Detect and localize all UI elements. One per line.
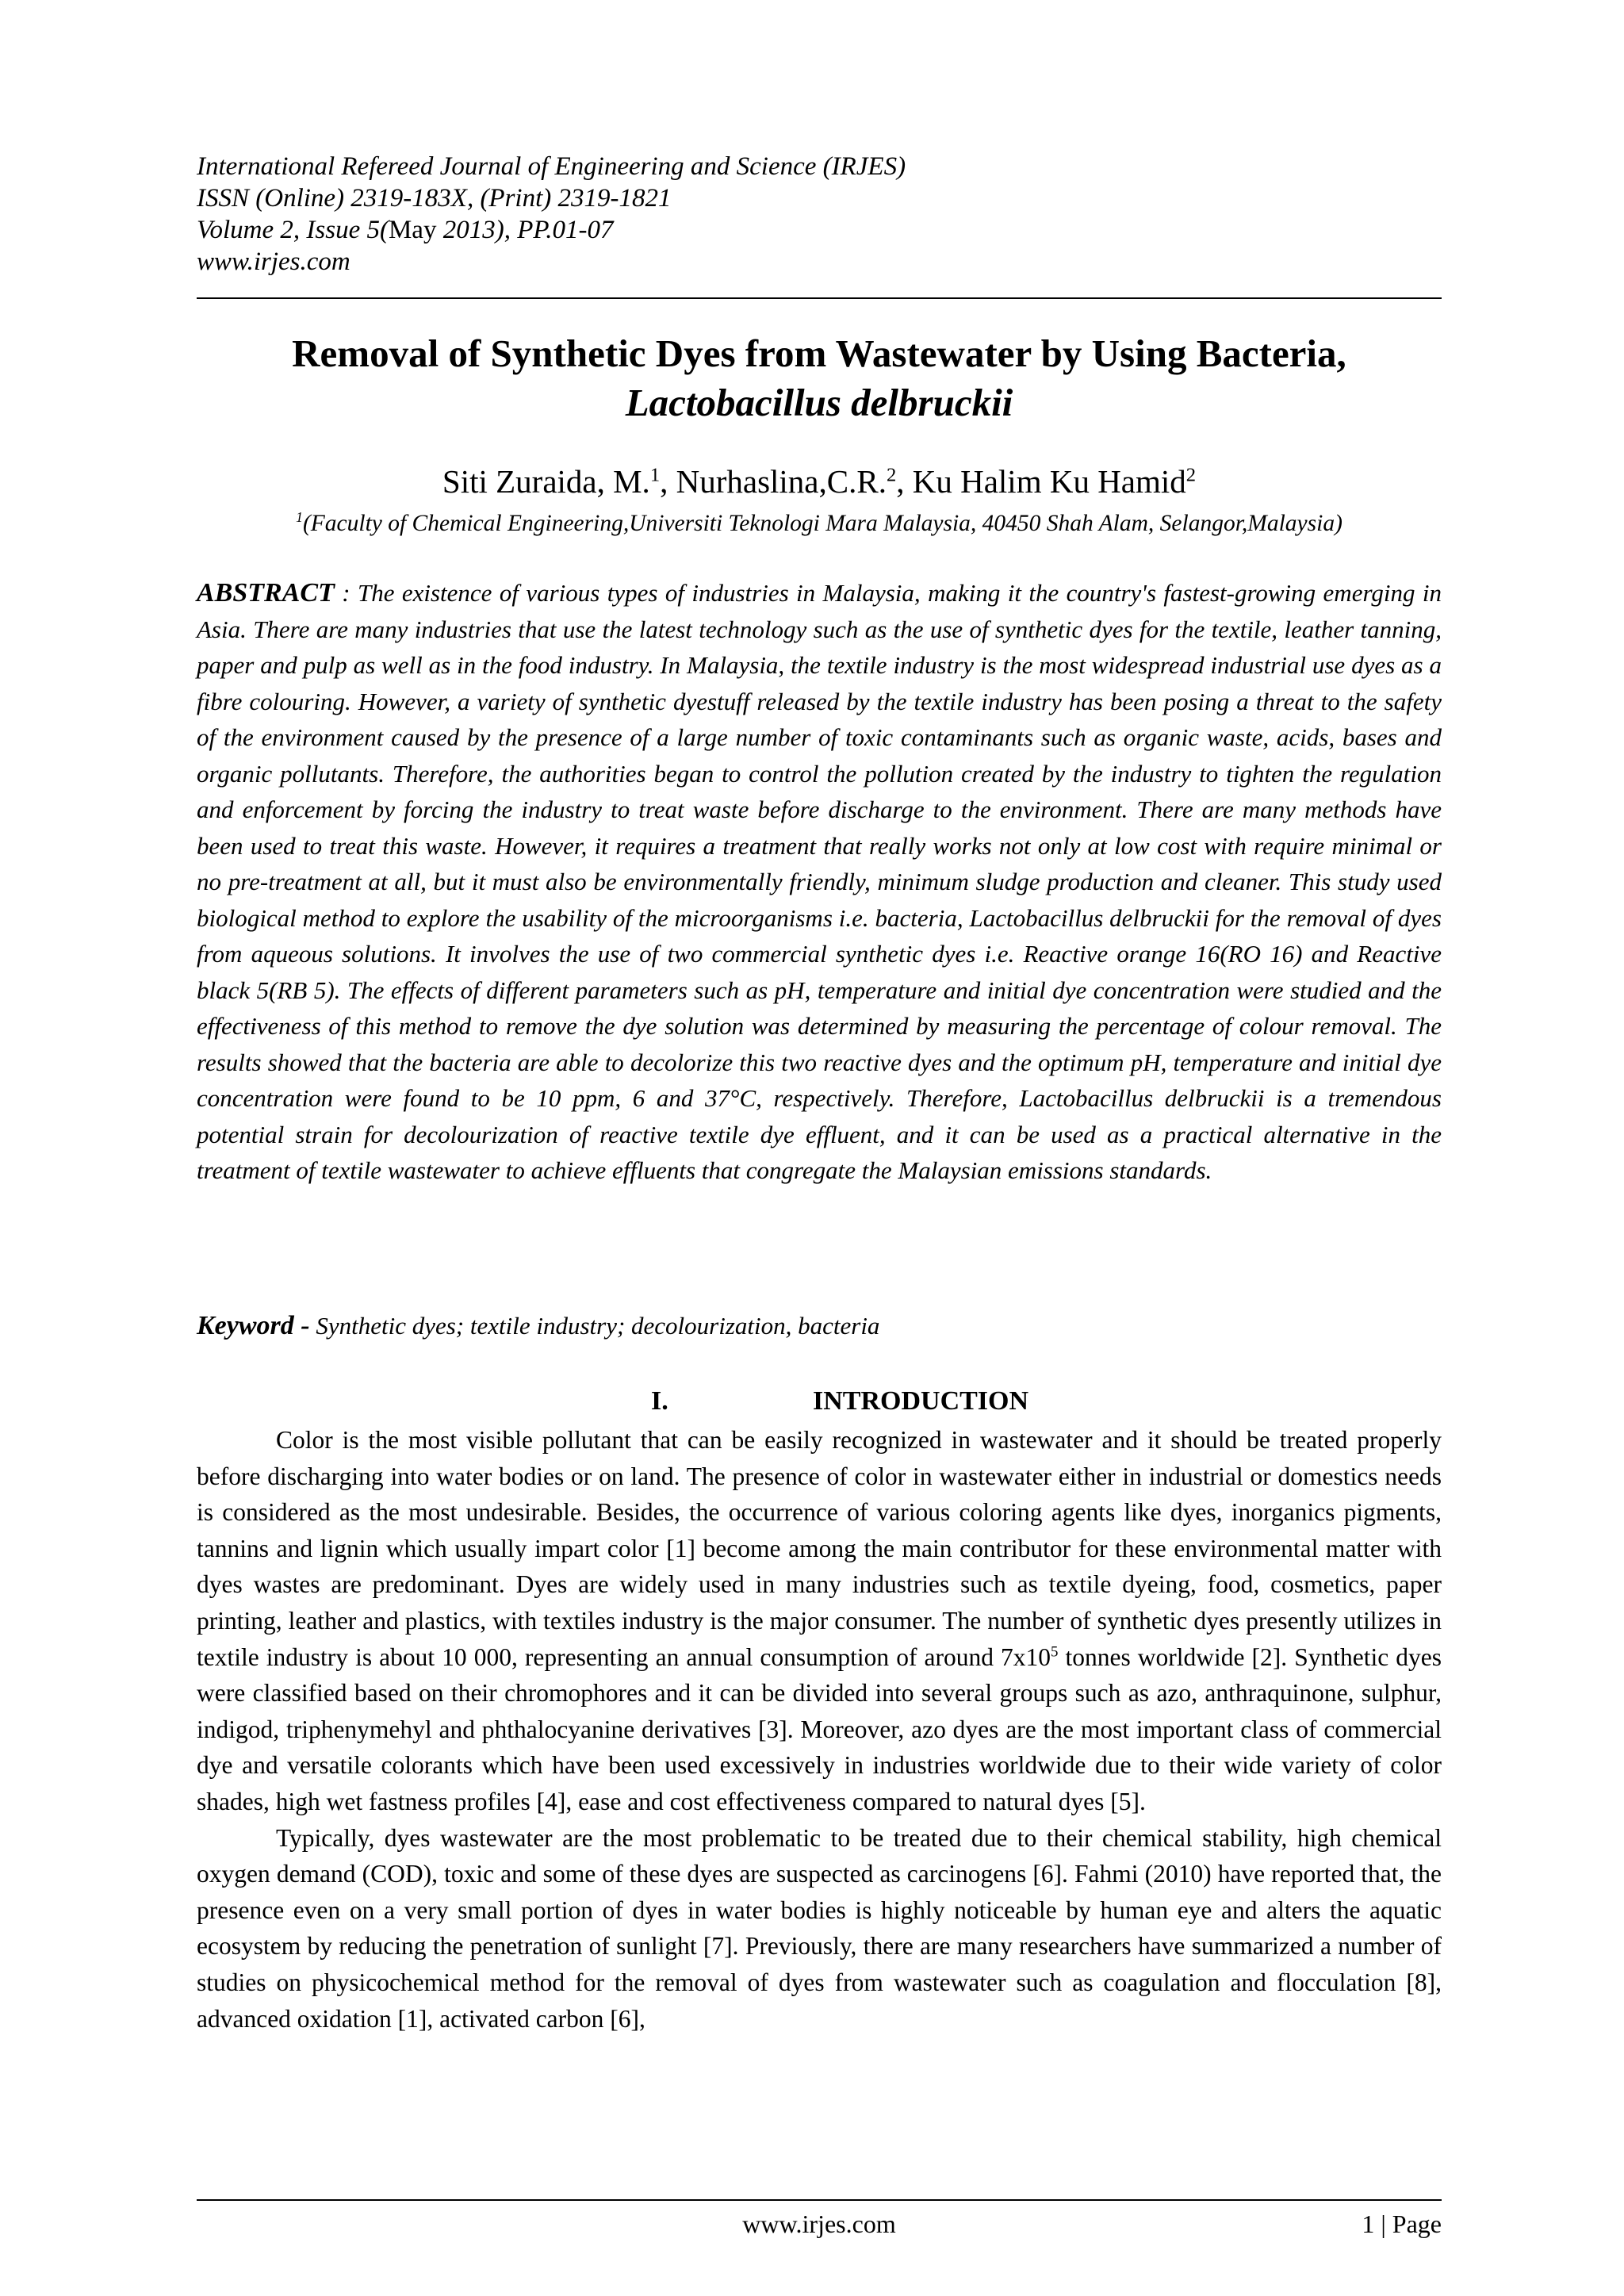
keywords <box>197 1309 1442 1343</box>
header-rule <box>197 297 1442 299</box>
author-1: Siti Zuraida, M. <box>442 463 650 500</box>
journal-name: International Refereed Journal of Engineering and Science (IRJES) <box>197 152 906 181</box>
page-number: 1 | Page <box>1362 2210 1442 2238</box>
section-number: I. <box>651 1386 668 1416</box>
body-text <box>197 1422 1442 2037</box>
footer-website[interactable]: www.irjes.com <box>742 2210 896 2238</box>
journal-issn: ISSN (Online) 2319-183X, (Print) 2319-1821 <box>197 184 672 213</box>
journal-volume: Volume 2, Issue 5(May 2013), PP.01-07 <box>197 216 614 244</box>
abstract <box>197 575 1442 1189</box>
keywords-label: Keyword - <box>197 1311 310 1340</box>
journal-website[interactable]: www.irjes.com <box>197 247 350 276</box>
author-3: , Ku Halim Ku Hamid <box>896 463 1186 500</box>
keywords-text: Synthetic dyes; textile industry; decolourization, bacteria <box>309 1312 880 1340</box>
paper-title <box>197 329 1442 427</box>
section-title: INTRODUCTION <box>813 1386 1029 1416</box>
author-2: , Nurhaslina,C.R. <box>660 463 887 500</box>
affiliation: $^1$(Faculty of Chemical Engineering,Universiti Teknologi Mara Malaysia, 40450 Shah Alam, Selangor,Malaysia) <box>296 509 1342 536</box>
author-list: Siti Zuraida, M.$^1$, Nurhaslina,C.R.$^2$, Ku Halim Ku Hamid$^2$ <box>442 463 1197 500</box>
footer-rule <box>197 2199 1442 2201</box>
abstract-text: : The existence of various types of industries in Malaysia, making it the country's fastest-growing emerging in Asia. There are many industries that use the latest technology such as the use of synthetic dyes for the textile, leather tanning, paper and pulp as well as in the food industry. In Malaysia, the textile industry is the most widespread industrial use dyes as a fibre colouring. However, a variety of synthetic dyestuff released by the textile industry has been posing a threat to the safety of the environment caused by the presence of a large number of toxic contaminants such as organic waste, acids, bases and organic pollutants. Therefore, the authorities began to control the pollution created by the industry to tighten the regulation and enforcement by forcing the industry to treat waste before discharge to the environment. There are many methods have been used to treat this waste. However, it requires a treatment that really works not only at low cost with require minimal or no pre-treatment at all, but it must also be environmentally friendly, minimum sludge production and cleaner. This study used biological method to explore the usability of the microorganisms i.e. bacteria, Lactobacillus delbruckii for the removal of dyes from aqueous solutions. It involves the use of two commercial synthetic dyes i.e. Reactive orange 16(RO 16) and Reactive black 5(RB 5). The effects of different parameters such as pH, temperature and initial dye concentration were studied and the effectiveness of this method to remove the dye solution was determined by measuring the percentage of colour removal. The results showed that the bacteria are able to decolorize this two reactive dyes and the optimum pH, temperature and initial dye concentration were found to be 10 ppm, 6 and 37°C, respectively. Therefore, Lactobacillus delbruckii is a tremendous potential strain for decolourization of reactive textile dye effluent, and it can be used as a practical alternative in the treatment of textile wastewater to achieve effluents that congregate the Malaysian emissions standards. <box>197 579 1442 1184</box>
title-line-2: Lactobacillus delbruckii <box>625 381 1013 424</box>
abstract-label: ABSTRACT <box>197 578 335 608</box>
journal-header <box>197 151 1442 278</box>
paragraph-2: Typically, dyes wastewater are the most problematic to be treated due to their chemical stability, high chemical oxygen demand (COD), toxic and some of these dyes are suspected as carcinogens [6]. Fahmi (2010) have reported that, the presence even on a very small portion of dyes in water bodies is highly noticeable by human eye and alters the aquatic ecosystem by reducing the penetration of sunlight [7]. Previously, there are many researchers have summarized a number of studies on physicochemical method for the removal of dyes from wastewater such as coagulation and flocculation [8], advanced oxidation [1], activated carbon [6], <box>197 1823 1442 2033</box>
title-line-1: Removal of Synthetic Dyes from Wastewater by Using Bacteria, <box>292 332 1346 375</box>
paragraph-1: Color is the most visible pollutant that can be easily recognized in wastewater and it should be treated properly before discharging into water bodies or on land. The presence of color in wastewater either in industrial or domestics needs is considered as the most undesirable. Besides, the occurrence of various coloring agents like dyes, inorganics pigments, tannins and lignin which usually impart color [1] become among the main contributor for these environmental matter with dyes wastes are predominant. Dyes are widely used in many industries such as textile dyeing, food, cosmetics, paper printing, leather and plastics, with textiles industry is the major consumer. The number of synthetic dyes presently utilizes in textile industry is about 10 000, representing an annual consumption of around $7x10^5$ tonnes worldwide [2]. Synthetic dyes were classified based on their chromophores and it can be divided into several groups such as azo, anthraquinone, sulphur, indigod, triphenymehyl and phthalocyanine derivatives [3]. Moreover, azo dyes are the most important class of commercial dye and versatile colorants which have been used excessively in industries worldwide due to their wide variety of color shades, high wet fastness profiles [4], ease and cost effectiveness compared to natural dyes [5]. <box>197 1426 1442 1815</box>
